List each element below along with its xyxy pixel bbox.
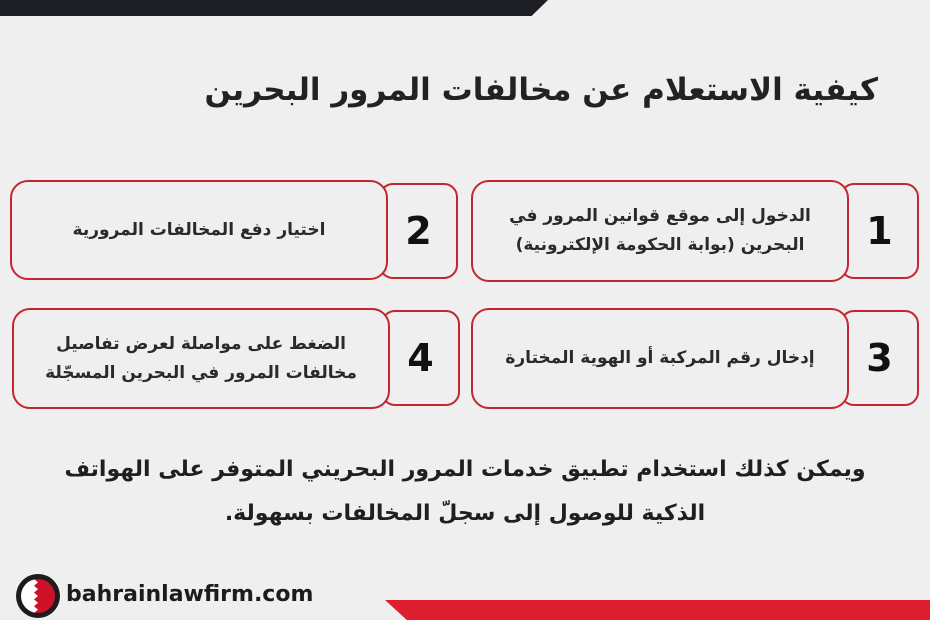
- step-text-2: اختيار دفع المخالفات المرورية: [10, 180, 388, 280]
- step-number-3: 3: [840, 310, 919, 406]
- website-link[interactable]: bahrainlawfirm.com: [66, 582, 314, 607]
- step-number-2: 2: [379, 183, 458, 279]
- step-number-1: 1: [840, 183, 919, 279]
- page-title: كيفية الاستعلام عن مخالفات المرور البحرين: [204, 72, 878, 108]
- step-number-4: 4: [381, 310, 460, 406]
- top-decorative-bar: [0, 0, 548, 16]
- step-text-4: الضغط على مواصلة لعرض تفاصيل مخالفات المرور في البحرين المسجّلة: [12, 308, 390, 409]
- bottom-decorative-bar: [385, 600, 930, 620]
- step-text-3: إدخال رقم المركبة أو الهوية المختارة: [471, 308, 849, 409]
- bahrain-flag-icon: [16, 574, 60, 618]
- step-text-1: الدخول إلى موقع قوانين المرور في البحرين (بوابة الحكومة الإلكترونية): [471, 180, 849, 282]
- info-paragraph: ويمكن كذلك استخدام تطبيق خدمات المرور البحريني المتوفر على الهواتف الذكية للوصول إلى سجلّ المخالفات بسهولة.: [64, 457, 866, 526]
